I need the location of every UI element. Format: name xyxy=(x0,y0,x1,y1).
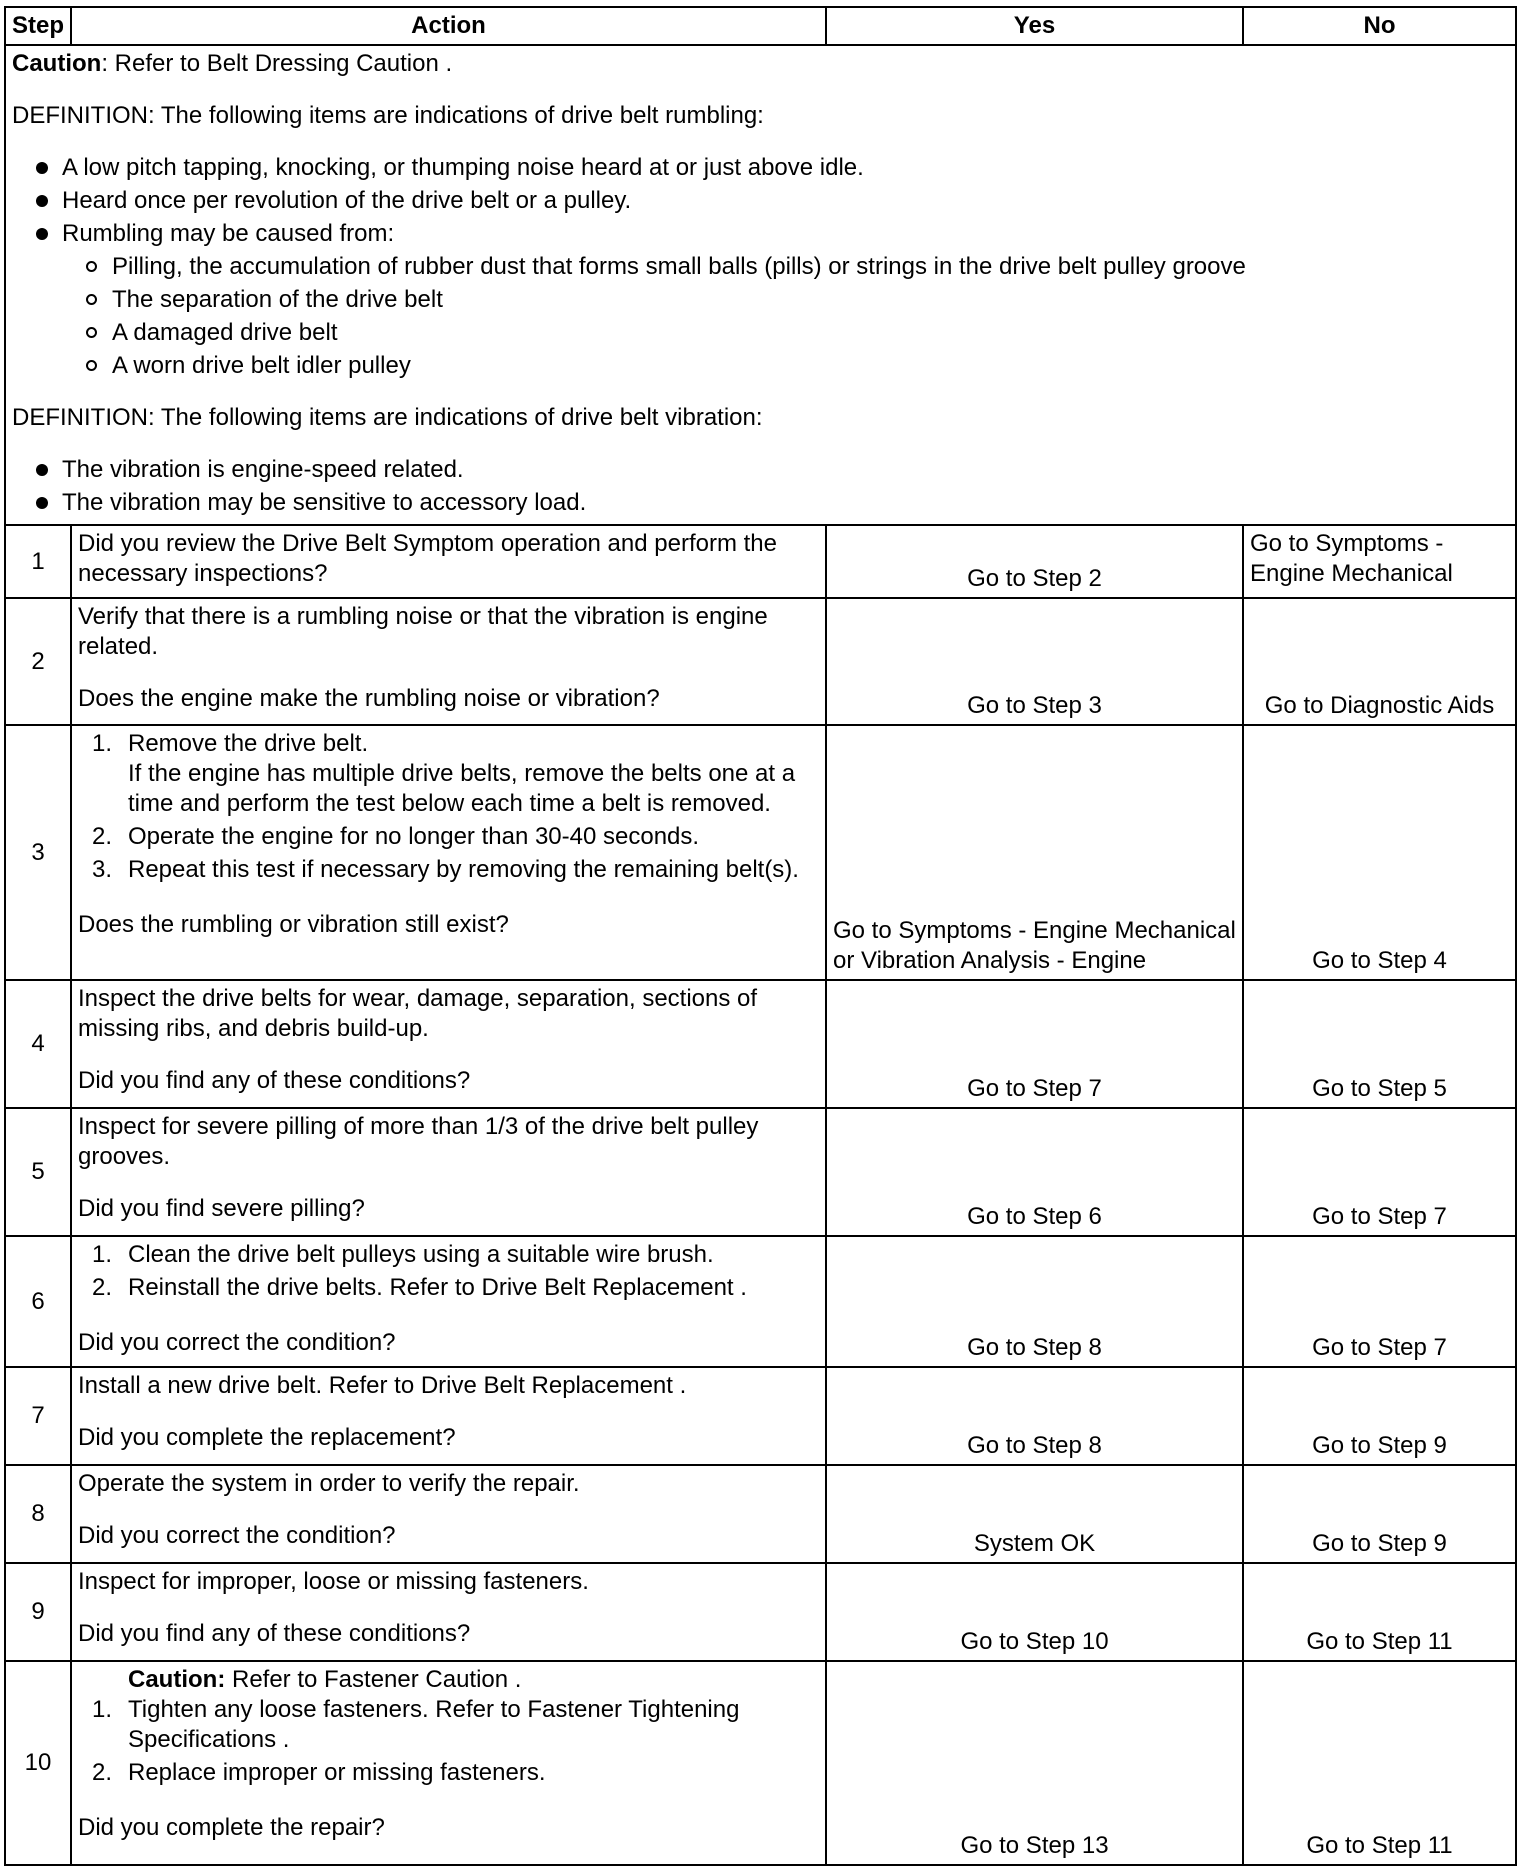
action-cell xyxy=(71,1661,826,1865)
item-subtext: If the engine has multiple drive belts, remove the belts one at a time and perform the test below each time a belt is removed. xyxy=(128,760,796,817)
step-number: 1 xyxy=(5,525,71,598)
item-text: Reinstall the drive belts. Refer to Drive Belt Replacement . xyxy=(128,1274,747,1301)
action-text: Install a new drive belt. Refer to Drive Belt Replacement . xyxy=(78,1372,687,1399)
belt-dressing-caution xyxy=(12,49,1509,79)
item-text: Tighten any loose fasteners. Refer to Fastener Tightening Specifications . xyxy=(128,1696,740,1753)
action-text: Inspect for improper, loose or missing fasteners. xyxy=(78,1568,589,1595)
definition-vibration: DEFINITION: The following items are indications of drive belt vibration: xyxy=(12,404,763,431)
no-cell: Go to Step 9 xyxy=(1243,1367,1516,1465)
caution-label: Caution: xyxy=(128,1666,226,1693)
list-item xyxy=(92,1240,819,1270)
step-number: 3 xyxy=(5,725,71,980)
item-text: Remove the drive belt. xyxy=(128,730,369,757)
yes-cell: Go to Step 2 xyxy=(826,525,1243,598)
yes-cell: Go to Symptoms - Engine Mechanical or Vibration Analysis - Engine xyxy=(826,725,1243,980)
list-item xyxy=(92,822,819,852)
table-row xyxy=(5,1661,1516,1865)
action-cell xyxy=(71,598,826,725)
item-text: Clean the drive belt pulleys using a suitable wire brush. xyxy=(128,1241,714,1268)
list-item xyxy=(92,855,819,885)
action-text: Inspect for severe pilling of more than 1/3 of the drive belt pulley grooves. xyxy=(78,1113,759,1170)
no-cell: Go to Symptoms - Engine Mechanical xyxy=(1243,525,1516,598)
action-cell xyxy=(71,980,826,1108)
action-question: Did you complete the repair? xyxy=(78,1814,385,1841)
action-question: Did you find any of these conditions? xyxy=(78,1067,471,1094)
table-row xyxy=(5,598,1516,725)
action-cell xyxy=(71,1236,826,1367)
header-row xyxy=(5,7,1516,45)
no-cell: Go to Step 7 xyxy=(1243,1108,1516,1236)
yes-cell: System OK xyxy=(826,1465,1243,1563)
rumbling-list xyxy=(12,153,1509,381)
header-action: Action xyxy=(71,7,826,45)
yes-cell: Go to Step 8 xyxy=(826,1367,1243,1465)
table-row xyxy=(5,1367,1516,1465)
list-item: The vibration is engine-speed related. xyxy=(32,455,1509,485)
yes-cell: Go to Step 3 xyxy=(826,598,1243,725)
step-number: 7 xyxy=(5,1367,71,1465)
header-no: No xyxy=(1243,7,1516,45)
yes-cell: Go to Step 10 xyxy=(826,1563,1243,1661)
list-item: The separation of the drive belt xyxy=(84,285,1509,315)
header-step: Step xyxy=(5,7,71,45)
item-number: 2. xyxy=(92,1759,113,1786)
table-row xyxy=(5,980,1516,1108)
list-item: A worn drive belt idler pulley xyxy=(84,351,1509,381)
list-item xyxy=(92,1273,819,1303)
action-cell xyxy=(71,725,826,980)
action-cell xyxy=(71,1108,826,1236)
vibration-list xyxy=(12,455,1509,518)
action-cell xyxy=(71,1563,826,1661)
step-number: 2 xyxy=(5,598,71,725)
action-question: Does the rumbling or vibration still exist? xyxy=(78,911,509,938)
step-number: 6 xyxy=(5,1236,71,1367)
list-item: A low pitch tapping, knocking, or thumping noise heard at or just above idle. xyxy=(32,153,1509,183)
item-number: 2. xyxy=(92,823,113,850)
action-cell xyxy=(71,1367,826,1465)
list-item xyxy=(92,1695,819,1755)
action-text: Inspect the drive belts for wear, damage, separation, sections of missing ribs, and debris build-up. xyxy=(78,985,758,1042)
table-row xyxy=(5,1465,1516,1563)
list-item: A damaged drive belt xyxy=(84,318,1509,348)
item-number: 3. xyxy=(92,856,113,883)
list-item xyxy=(92,1758,819,1788)
table-row xyxy=(5,525,1516,598)
yes-cell: Go to Step 8 xyxy=(826,1236,1243,1367)
no-cell: Go to Step 11 xyxy=(1243,1563,1516,1661)
list-item xyxy=(32,219,1509,381)
procedure-list xyxy=(78,729,819,885)
table-row xyxy=(5,1563,1516,1661)
action-cell xyxy=(71,1465,826,1563)
action-text: Operate the system in order to verify the repair. xyxy=(78,1470,580,1497)
table-row xyxy=(5,725,1516,980)
definition-rumbling: DEFINITION: The following items are indications of drive belt rumbling: xyxy=(12,102,764,129)
action-question: Does the engine make the rumbling noise or vibration? xyxy=(78,685,660,712)
list-item: Pilling, the accumulation of rubber dust that forms small balls (pills) or strings in the drive belt pulley groove xyxy=(84,252,1509,282)
item-number: 1. xyxy=(92,730,113,757)
fastener-caution xyxy=(78,1665,819,1695)
header-yes: Yes xyxy=(826,7,1243,45)
item-number: 1. xyxy=(92,1241,113,1268)
no-cell: Go to Step 7 xyxy=(1243,1236,1516,1367)
no-cell: Go to Step 11 xyxy=(1243,1661,1516,1865)
procedure-list xyxy=(78,1695,819,1788)
action-question: Did you correct the condition? xyxy=(78,1522,396,1549)
item-number: 2. xyxy=(92,1274,113,1301)
step-number: 4 xyxy=(5,980,71,1108)
list-item xyxy=(92,729,819,819)
item-text: Replace improper or missing fasteners. xyxy=(128,1759,546,1786)
caution-text: : Refer to Belt Dressing Caution . xyxy=(101,50,453,77)
yes-cell: Go to Step 7 xyxy=(826,980,1243,1108)
intro-cell xyxy=(5,45,1516,525)
rumbling-causes-list xyxy=(62,252,1509,381)
item-text: Operate the engine for no longer than 30-40 seconds. xyxy=(128,823,700,850)
caution-text: Refer to Fastener Caution . xyxy=(225,1666,522,1693)
no-cell: Go to Step 9 xyxy=(1243,1465,1516,1563)
intro-row xyxy=(5,45,1516,525)
no-cell: Go to Diagnostic Aids xyxy=(1243,598,1516,725)
item-number: 1. xyxy=(92,1696,113,1723)
caution-label: Caution xyxy=(12,50,102,77)
yes-cell: Go to Step 13 xyxy=(826,1661,1243,1865)
step-number: 5 xyxy=(5,1108,71,1236)
table-row xyxy=(5,1108,1516,1236)
list-item-label: Rumbling may be caused from: xyxy=(62,220,395,247)
step-number: 9 xyxy=(5,1563,71,1661)
diagnostic-table xyxy=(4,6,1517,1866)
procedure-list xyxy=(78,1240,819,1303)
no-cell: Go to Step 4 xyxy=(1243,725,1516,980)
action-text: Verify that there is a rumbling noise or that the vibration is engine related. xyxy=(78,603,768,660)
list-item: Heard once per revolution of the drive belt or a pulley. xyxy=(32,186,1509,216)
step-number: 10 xyxy=(5,1661,71,1865)
action-question: Did you complete the replacement? xyxy=(78,1424,456,1451)
item-text: Repeat this test if necessary by removing the remaining belt(s). xyxy=(128,856,799,883)
action-question: Did you find any of these conditions? xyxy=(78,1620,471,1647)
step-number: 8 xyxy=(5,1465,71,1563)
table-row xyxy=(5,1236,1516,1367)
yes-cell: Go to Step 6 xyxy=(826,1108,1243,1236)
action-question: Did you correct the condition? xyxy=(78,1329,396,1356)
list-item: The vibration may be sensitive to accessory load. xyxy=(32,488,1509,518)
action-cell: Did you review the Drive Belt Symptom operation and perform the necessary inspections? xyxy=(71,525,826,598)
no-cell: Go to Step 5 xyxy=(1243,980,1516,1108)
action-question: Did you find severe pilling? xyxy=(78,1195,365,1222)
